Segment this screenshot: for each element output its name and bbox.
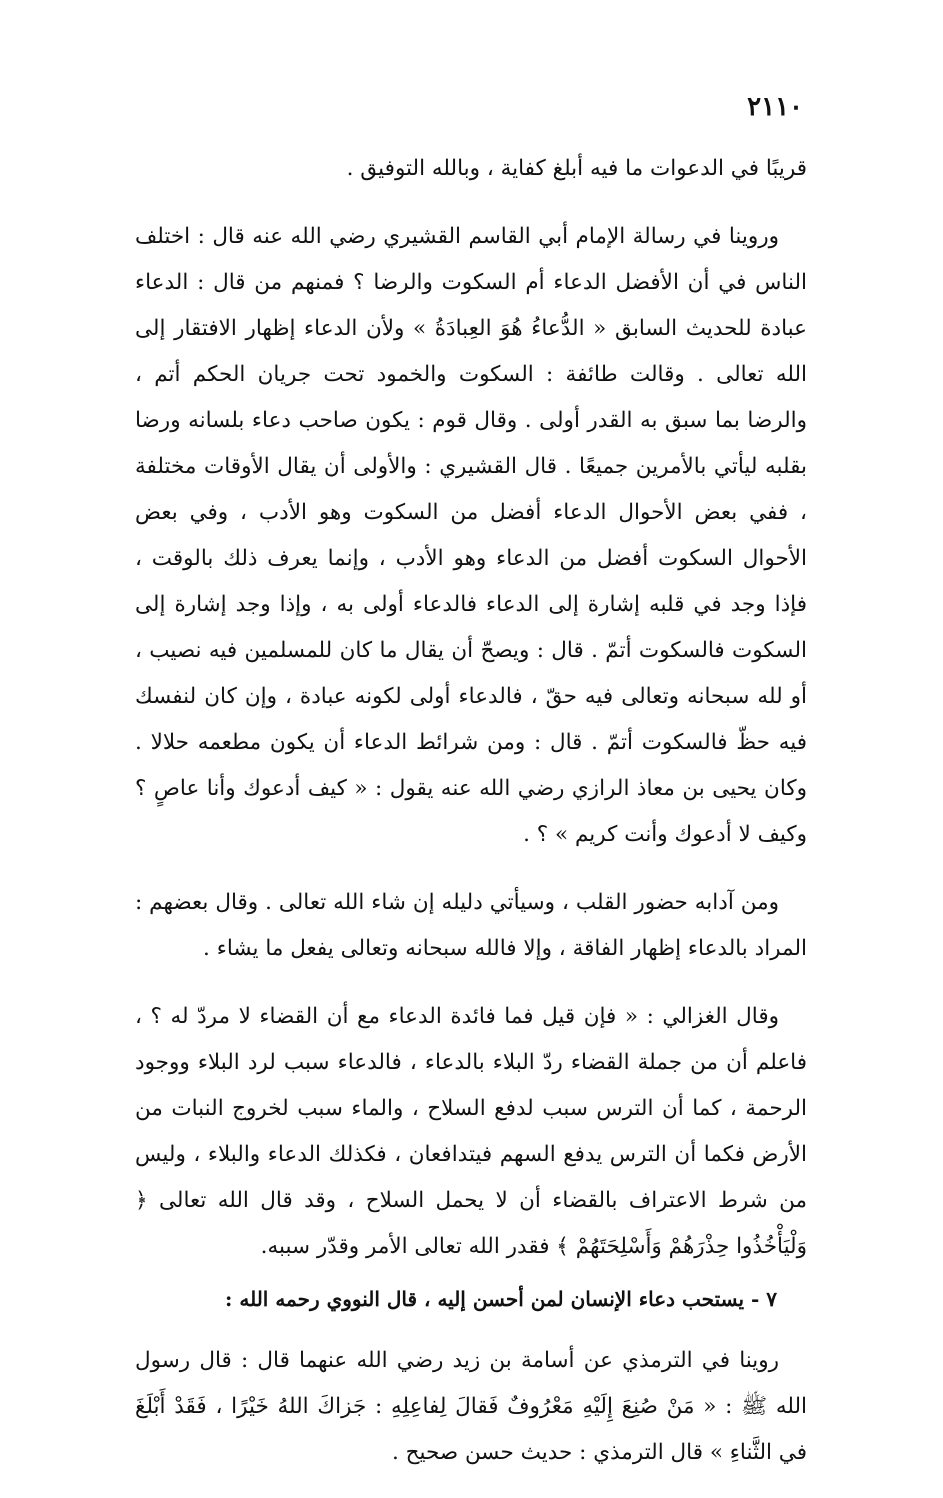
- paragraph-intro: قريبًا في الدعوات ما فيه أبلغ كفاية ، وبالله التوفيق .: [346, 156, 807, 181]
- page-body: [135, 146, 807, 1498]
- page-number: ٢١١٠: [747, 92, 803, 122]
- paragraph-ghazali: وقال الغزالي : « فإن قيل فما فائدة الدعاء مع أن القضاء لا مردّ له ؟ ، فاعلم أن من جملة القضاء ردّ البلاء بالدعاء ، فالدعاء سبب لرد البلاء ووجود الرحمة ، كما أن الترس سبب لدفع السلاح ، والماء سبب لخروج النبات من الأرض فكما أن الترس يدفع السهم فيتدافعان ، فكذلك الدعاء والبلاء ، وليس من شرط الاعتراف بالقضاء أن لا يحمل السلاح ، وقد قال الله تعالى ﴿ وَلْيَأْخُذُوا حِذْرَهُمْ وَأَسْلِحَتَهُمْ ﴾ فقدر الله تعالى الأمر وقدّر سببه.: [135, 1004, 807, 1259]
- paragraph-tirmidhi: روينا في الترمذي عن أسامة بن زيد رضي الله عنهما قال : قال رسول الله ﷺ : « مَنْ صُنِعَ إِلَيْهِ مَعْرُوفٌ فَقالَ لِفاعِلِهِ : جَزاكَ اللهُ خَيْرًا ، فَقَدْ أَبْلَغَ في الثَّناءِ » قال الترمذي : حديث حسن صحيح .: [135, 1348, 807, 1465]
- paragraph-adab: ومن آدابه حضور القلب ، وسيأتي دليله إن شاء الله تعالى . وقال بعضهم : المراد بالدعاء إظهار الفاقة ، وإلا فالله سبحانه وتعالى يفعل ما يشاء .: [135, 890, 807, 961]
- paragraph-qushayri: وروينا في رسالة الإمام أبي القاسم القشيري رضي الله عنه قال : اختلف الناس في أن الأفضل الدعاء أم السكوت والرضا ؟ فمنهم من قال : الدعاء عبادة للحديث السابق « الدُّعاءُ هُوَ العِبادَةُ » ولأن الدعاء إظهار الافتقار إلى الله تعالى . وقالت طائفة : السكوت والخمود تحت جريان الحكم أتم ، والرضا بما سبق به القدر أولى . وقال قوم : يكون صاحب دعاء بلسانه ورضا بقلبه ليأتي بالأمرين جميعًا . قال القشيري : والأولى أن يقال الأوقات مختلفة ، ففي بعض الأحوال الدعاء أفضل من السكوت وهو الأدب ، وفي بعض الأحوال السكوت أفضل من الدعاء وهو الأدب ، وإنما يعرف ذلك بالوقت ، فإذا وجد في قلبه إشارة إلى الدعاء فالدعاء أولى به ، وإذا وجد إشارة إلى السكوت فالسكوت أتمّ . قال : ويصحّ أن يقال ما كان للمسلمين فيه نصيب ، أو لله سبحانه وتعالى فيه حقّ ، فالدعاء أولى لكونه عبادة ، وإن كان لنفسك فيه حظّ فالسكوت أتمّ . قال : ومن شرائط الدعاء أن يكون مطعمه حلالا . وكان يحيى بن معاذ الرازي رضي الله عنه يقول : « كيف أدعوك وأنا عاصٍ ؟ وكيف لا أدعوك وأنت كريم » ؟ .: [135, 224, 807, 847]
- section-heading: ٧ - يستحب دعاء الإنسان لمن أحسن إليه ، قال النووي رحمه الله :: [225, 1287, 777, 1311]
